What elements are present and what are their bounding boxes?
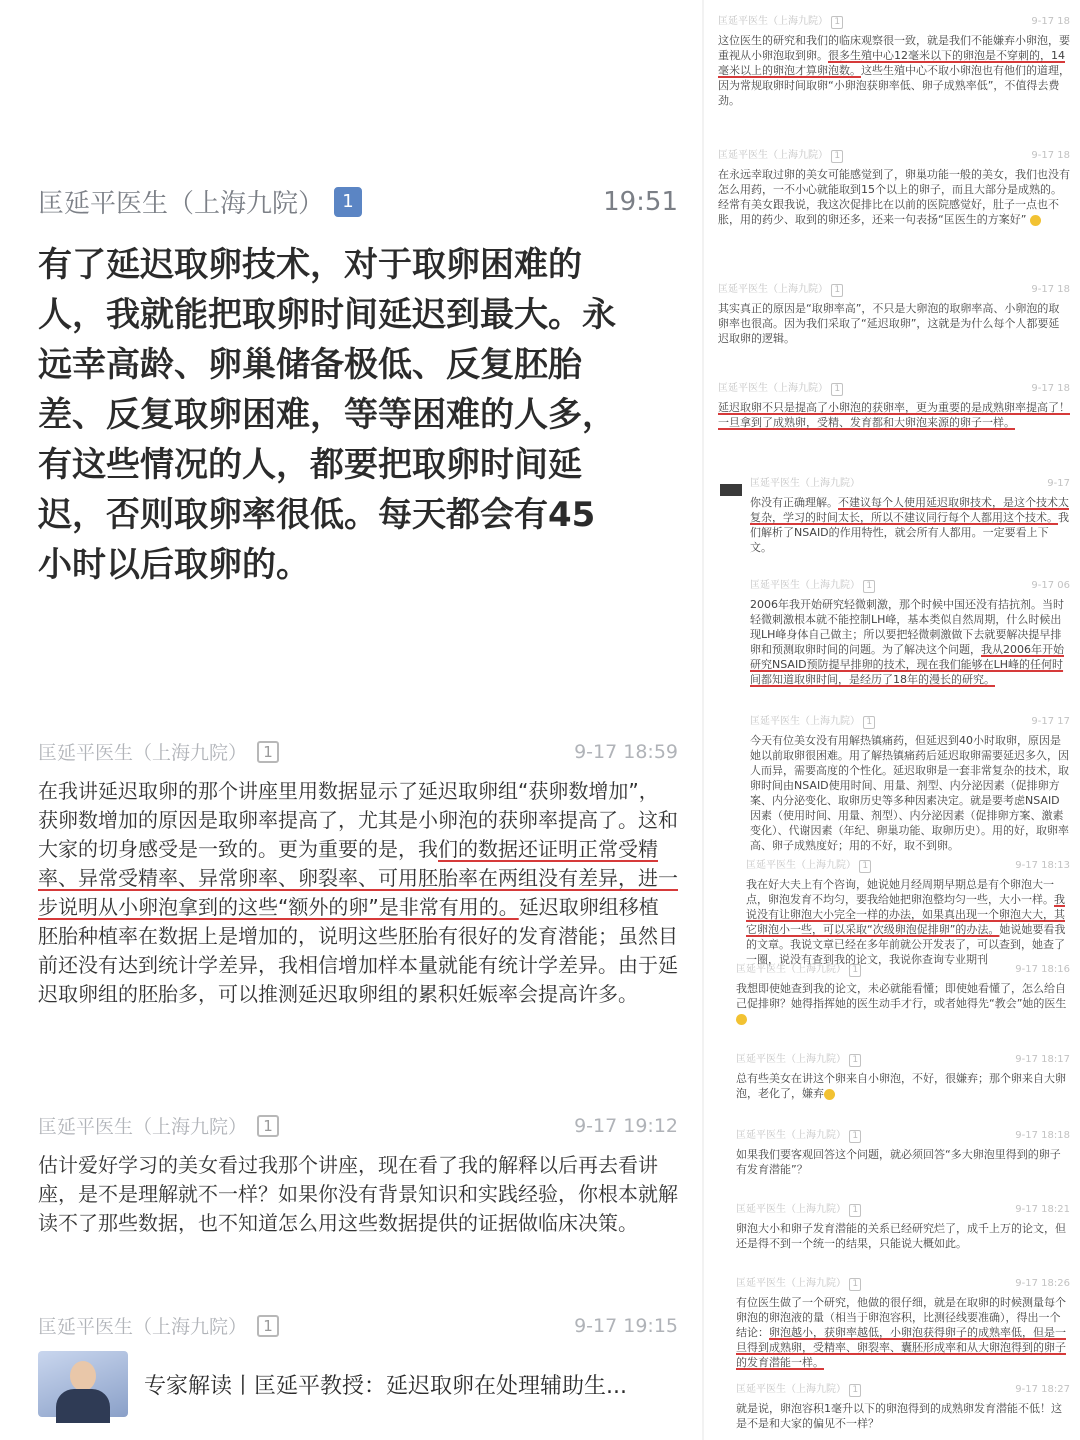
chat-message <box>718 282 1070 346</box>
chat-message <box>750 476 1070 555</box>
level-badge: 1 <box>859 860 871 873</box>
text-line: 迟，否则取卵率很低。每天都会有45 <box>38 495 596 535</box>
level-badge: 1 <box>831 16 843 29</box>
article-link-card[interactable] <box>38 1351 678 1417</box>
message-time: 9-17 18:13 <box>1015 860 1070 871</box>
underlined-text: 我说没有让卵泡大小完全一样的办法，如果真出现一个卵泡大大，其它卵泡小一些，可以采取“次级卵泡促排卵”的办法。 <box>746 893 1065 936</box>
message-text: 估计爱好学习的美女看过我那个讲座，现在看了我的解释以后再去看讲座，是不是理解就不一样？如果你没有背景知识和实践经验，你根本就解读不了那些数据，也不知道怎么用这些数据提供的证据做临床决策。 <box>38 1153 678 1235</box>
text-span: 就是说，卵泡容积1毫升以下的卵泡得到的成熟卵发育潜能不低！这是不是和大家的偏见不一样？ <box>736 1402 1062 1430</box>
level-badge: 1 <box>863 580 875 593</box>
chat-message <box>736 1128 1070 1177</box>
text-span: 今天有位美女没有用解热镇痛药，但延迟到40小时取卵，原因是她以前取卵很困难。用了解热镇痛药后延迟取卵需要延迟多久，因人而异，需要高度的个性化。延迟取卵是一套非常复杂的技术，取卵时间由NSAID使用时间、用量、剂型、内分泌因素（促排卵方案、内分泌变化、取卵历史等多种因素决定。就是要考虑NSAID因素（使用时间、用量、剂型）、内分泌因素（促排卵方案、激素变化）、代谢因素（年纪、卵巢功能、取卵历史）。用的好，取卵率高、卵子成熟度好；用的不好，取不到卵。 <box>750 734 1069 852</box>
chat-message <box>718 381 1070 430</box>
level-badge: 1 <box>849 1204 861 1217</box>
message-time: 9-17 <box>1047 478 1070 489</box>
sender-name: 匡延平医生（上海九院） <box>736 964 846 975</box>
sender-name: 匡延平医生（上海九院） <box>750 478 860 489</box>
sender-name: 匡延平医生（上海九院） <box>718 150 828 161</box>
message-time: 19:51 <box>603 186 678 217</box>
text-span: 你没有正确理解。 <box>750 496 838 509</box>
article-thumbnail <box>38 1351 128 1417</box>
chat-message <box>736 962 1070 1026</box>
sender-name: 匡延平医生（上海九院） <box>38 742 248 764</box>
level-badge: 1 <box>849 964 861 977</box>
divider <box>702 0 704 1440</box>
chat-message <box>746 858 1070 966</box>
article-title: 专家解读丨匡延平教授：延迟取卵在处理辅助生... <box>144 1373 627 1399</box>
level-badge: 1 <box>849 1130 861 1143</box>
message-text <box>38 240 678 590</box>
level-badge: 1 <box>257 741 279 763</box>
level-badge: 1 <box>831 284 843 297</box>
level-badge: 1 <box>257 1315 279 1337</box>
message-3 <box>38 1112 678 1238</box>
sender-name: 匡延平医生（上海九院） <box>718 16 828 27</box>
text-span: 在永远幸取过卵的美女可能感觉到了，卵巢功能一般的美女，我们也没有怎么用药，一不小心就能取到15个以上的卵子，而且大部分是成熟的。经常有美女跟我说，我这次促排比在以前的医院感觉好，肚子一点也不胀，用的药少、取到的卵还多，还来一句表扬“匡医生的方案好” <box>718 168 1070 226</box>
sender-name: 匡延平医生（上海九院） <box>736 1130 846 1141</box>
emoji-icon <box>824 1089 835 1100</box>
level-badge: 1 <box>831 150 843 163</box>
message-4 <box>38 1312 678 1417</box>
chat-message <box>736 1052 1070 1101</box>
text-span: 这些生殖中心不取小卵泡也有他们的道理，因为常规取卵时间取卵“小卵泡获卵率低、卵子成熟率低”，不值得去费劲。 <box>718 64 1070 107</box>
message-time: 9-17 18:27 <box>1015 1384 1070 1395</box>
message-time: 9-17 18 <box>1031 383 1070 394</box>
text-span: 我想即使她查到我的论文，未必就能看懂；即使她看懂了，怎么给自己促排卵？她得指挥她的医生动手才行，或者她得先“教会”她的医生 <box>736 982 1067 1010</box>
chat-message <box>736 1202 1070 1251</box>
level-badge: 1 <box>849 1054 861 1067</box>
text-span: 我们解析了NSAID的作用特性，就会所有人都用。一定要看上下文。 <box>750 511 1069 554</box>
level-badge: 1 <box>849 1384 861 1397</box>
level-badge: 1 <box>863 716 875 729</box>
chat-message <box>718 148 1070 227</box>
text-span: 在我讲延迟取卵的那个讲座里用数据显示了延迟取卵组“获卵数增加”，获卵数增加的原因是取卵率提高了，尤其是小卵泡的获卵率提高了。这和大家的切身感受是一致的。更为重要的是，我 <box>38 779 678 861</box>
sender-name: 匡延平医生（上海九院） <box>736 1204 846 1215</box>
text-line: 远幸高龄、卵巢储备极低、反复胚胎 <box>38 345 582 385</box>
chat-message <box>718 14 1070 108</box>
message-text <box>38 777 678 1009</box>
message-time: 9-17 06 <box>1031 580 1070 591</box>
message-time: 9-17 18:18 <box>1015 1130 1070 1141</box>
sender-name: 匡延平医生（上海九院） <box>736 1384 846 1395</box>
text-line: 有了延迟取卵技术，对于取卵困难的 <box>38 245 582 285</box>
sender-name: 匡延平医生（上海九院） <box>746 860 856 871</box>
underlined-text: 延迟取卵不只是提高了小卵泡的获卵率，更为重要的是成熟卵率提高了！一旦拿到了成熟卵，受精、发育都和大卵泡来源的卵子一样。 <box>718 401 1070 429</box>
message-time: 9-17 19:12 <box>574 1114 678 1137</box>
message-time: 9-17 18:59 <box>574 740 678 763</box>
message-time: 9-17 18 <box>1031 284 1070 295</box>
sender-name: 匡延平医生（上海九院） <box>736 1278 846 1289</box>
text-span: 总有些美女在讲这个卵来自小卵泡，不好，很嫌弃；那个卵来自大卵泡，老化了，嫌弃 <box>736 1072 1066 1100</box>
message-time: 9-17 18:17 <box>1015 1054 1070 1065</box>
emoji-icon <box>1030 215 1041 226</box>
sender-name: 匡延平医生（上海九院） <box>718 383 828 394</box>
text-span: 其实真正的原因是“取卵率高”，不只是大卵泡的取卵率高、小卵泡的取卵率也很高。因为我们采取了“延迟取卵”，这就是为什么每个人都要延迟取卵的逻辑。 <box>718 302 1060 345</box>
text-line: 人，我就能把取卵时间延迟到最大。永 <box>38 295 616 335</box>
sender-name: 匡延平医生（上海九院） <box>38 1116 248 1138</box>
text-span: 有位医生做了一个研究，他做的很仔细，就是在取卵的时候测量每个卵泡的卵泡液的量（相当于卵泡容积，比测径线要准确），得出一个结论： <box>736 1296 1066 1339</box>
sender-name: 匡延平医生（上海九院） <box>750 716 860 727</box>
chat-message <box>750 714 1070 853</box>
text-span: 这位医生的研究和我们的临床观察很一致，就是我们不能嫌弃小卵泡，要重视从小卵泡取到卵。 <box>718 34 1070 62</box>
message-2 <box>38 738 678 1009</box>
underlined-text: 们的数据还证明正常受精率、异常受精率、异常卵率、卵裂率、可用胚胎率在两组没有差异，进一步说明从小卵泡拿到的这些“额外的卵”是非常有用的。 <box>38 837 678 919</box>
message-header <box>38 1312 678 1339</box>
chat-message <box>736 1276 1070 1370</box>
sender-name: 匡延平医生（上海九院） <box>38 1316 248 1338</box>
underlined-text: 卵泡越小，获卵率越低，小卵泡获得卵子的成熟率低，但是一旦得到成熟卵，受精率、卵裂率、囊胚形成率和从大卵泡得到的卵子的发育潜能一样。 <box>736 1326 1066 1369</box>
text-span: 她说她要看我的文章。我说文章已经在多年前就公开发表了，可以查到，她查了一圈，说没有查到我的论文，我说你查询专业期刊 <box>746 923 1066 966</box>
message-1 <box>38 183 678 590</box>
text-span: 卵泡大小和卵子发育潜能的关系已经研究烂了，成千上万的论文，但还是得不到一个统一的结果，只能说大概如此。 <box>736 1222 1066 1250</box>
sender-name: 匡延平医生（上海九院） <box>736 1054 846 1065</box>
sender-name: 匡延平医生（上海九院） <box>750 580 860 591</box>
message-header <box>38 738 678 765</box>
message-header <box>38 183 678 220</box>
text-span: 2006年我开始研究轻微刺激，那个时候中国还没有拮抗剂。当时轻微刺激根本就不能控制LH峰，基本类似自然周期，什么时候出现LH峰身体自己做主；所以要把轻微刺激做下去就要解决提早排卵和预测取卵时间的问题。为了解决这个问题， <box>750 598 1064 656</box>
level-badge: 1 <box>849 1278 861 1291</box>
text-line: 有这些情况的人，都要把取卵时间延 <box>38 445 582 485</box>
sender-name: 匡延平医生（上海九院） <box>38 189 325 219</box>
text-line: 小时以后取卵的。 <box>38 545 310 585</box>
message-header <box>38 1112 678 1139</box>
text-span: 如果我们要客观回答这个问题，就必须回答“多大卵泡里得到的卵子有发育潜能”？ <box>736 1148 1061 1176</box>
chat-message <box>736 1382 1070 1431</box>
level-badge: 1 <box>257 1115 279 1137</box>
text-span: 我在好大夫上有个咨询，她说她月经周期早期总是有个卵泡大一点，卵泡发育不均匀，要我给她把卵泡整均匀一些，大小一样。 <box>746 878 1054 906</box>
chat-message <box>750 578 1070 687</box>
message-time: 9-17 17 <box>1031 716 1070 727</box>
underlined-text: 不建议每个人使用延迟取卵技术，是这个技术太复杂，学习的时间太长，所以不建议同行每个人都用这个技术。 <box>750 496 1069 524</box>
level-badge: 1 <box>831 383 843 396</box>
message-time: 9-17 18:16 <box>1015 964 1070 975</box>
message-time: 9-17 19:15 <box>574 1314 678 1337</box>
underlined-text: 我从2006年开始研究NSAID预防提早排卵的技术，现在我们能够在LH峰的任何时间都知道取卵时间，是经历了18年的漫长的研究。 <box>750 643 1064 686</box>
text-line: 差、反复取卵困难，等等困难的人多， <box>38 395 616 435</box>
message-time: 9-17 18 <box>1031 150 1070 161</box>
text-span: 延迟取卵组移植胚胎种植率在数据上是增加的，说明这些胚胎有很好的发育潜能；虽然目前还没有达到统计学差异，我相信增加样本量就能有统计学差异。由于延迟取卵组的胚胎多，可以推测延迟取卵组的累积妊娠率会提高许多。 <box>38 895 678 1006</box>
message-time: 9-17 18:26 <box>1015 1278 1070 1289</box>
sender-name: 匡延平医生（上海九院） <box>718 284 828 295</box>
level-badge: 1 <box>334 187 362 217</box>
underlined-text: 很多生殖中心12毫米以下的卵泡是不穿刺的，14毫米以上的卵泡才算卵泡数。 <box>718 49 1065 77</box>
message-time: 9-17 18:21 <box>1015 1204 1070 1215</box>
emoji-icon <box>736 1014 747 1025</box>
right-panel <box>706 0 1080 1440</box>
avatar <box>720 484 742 496</box>
message-time: 9-17 18 <box>1031 16 1070 27</box>
